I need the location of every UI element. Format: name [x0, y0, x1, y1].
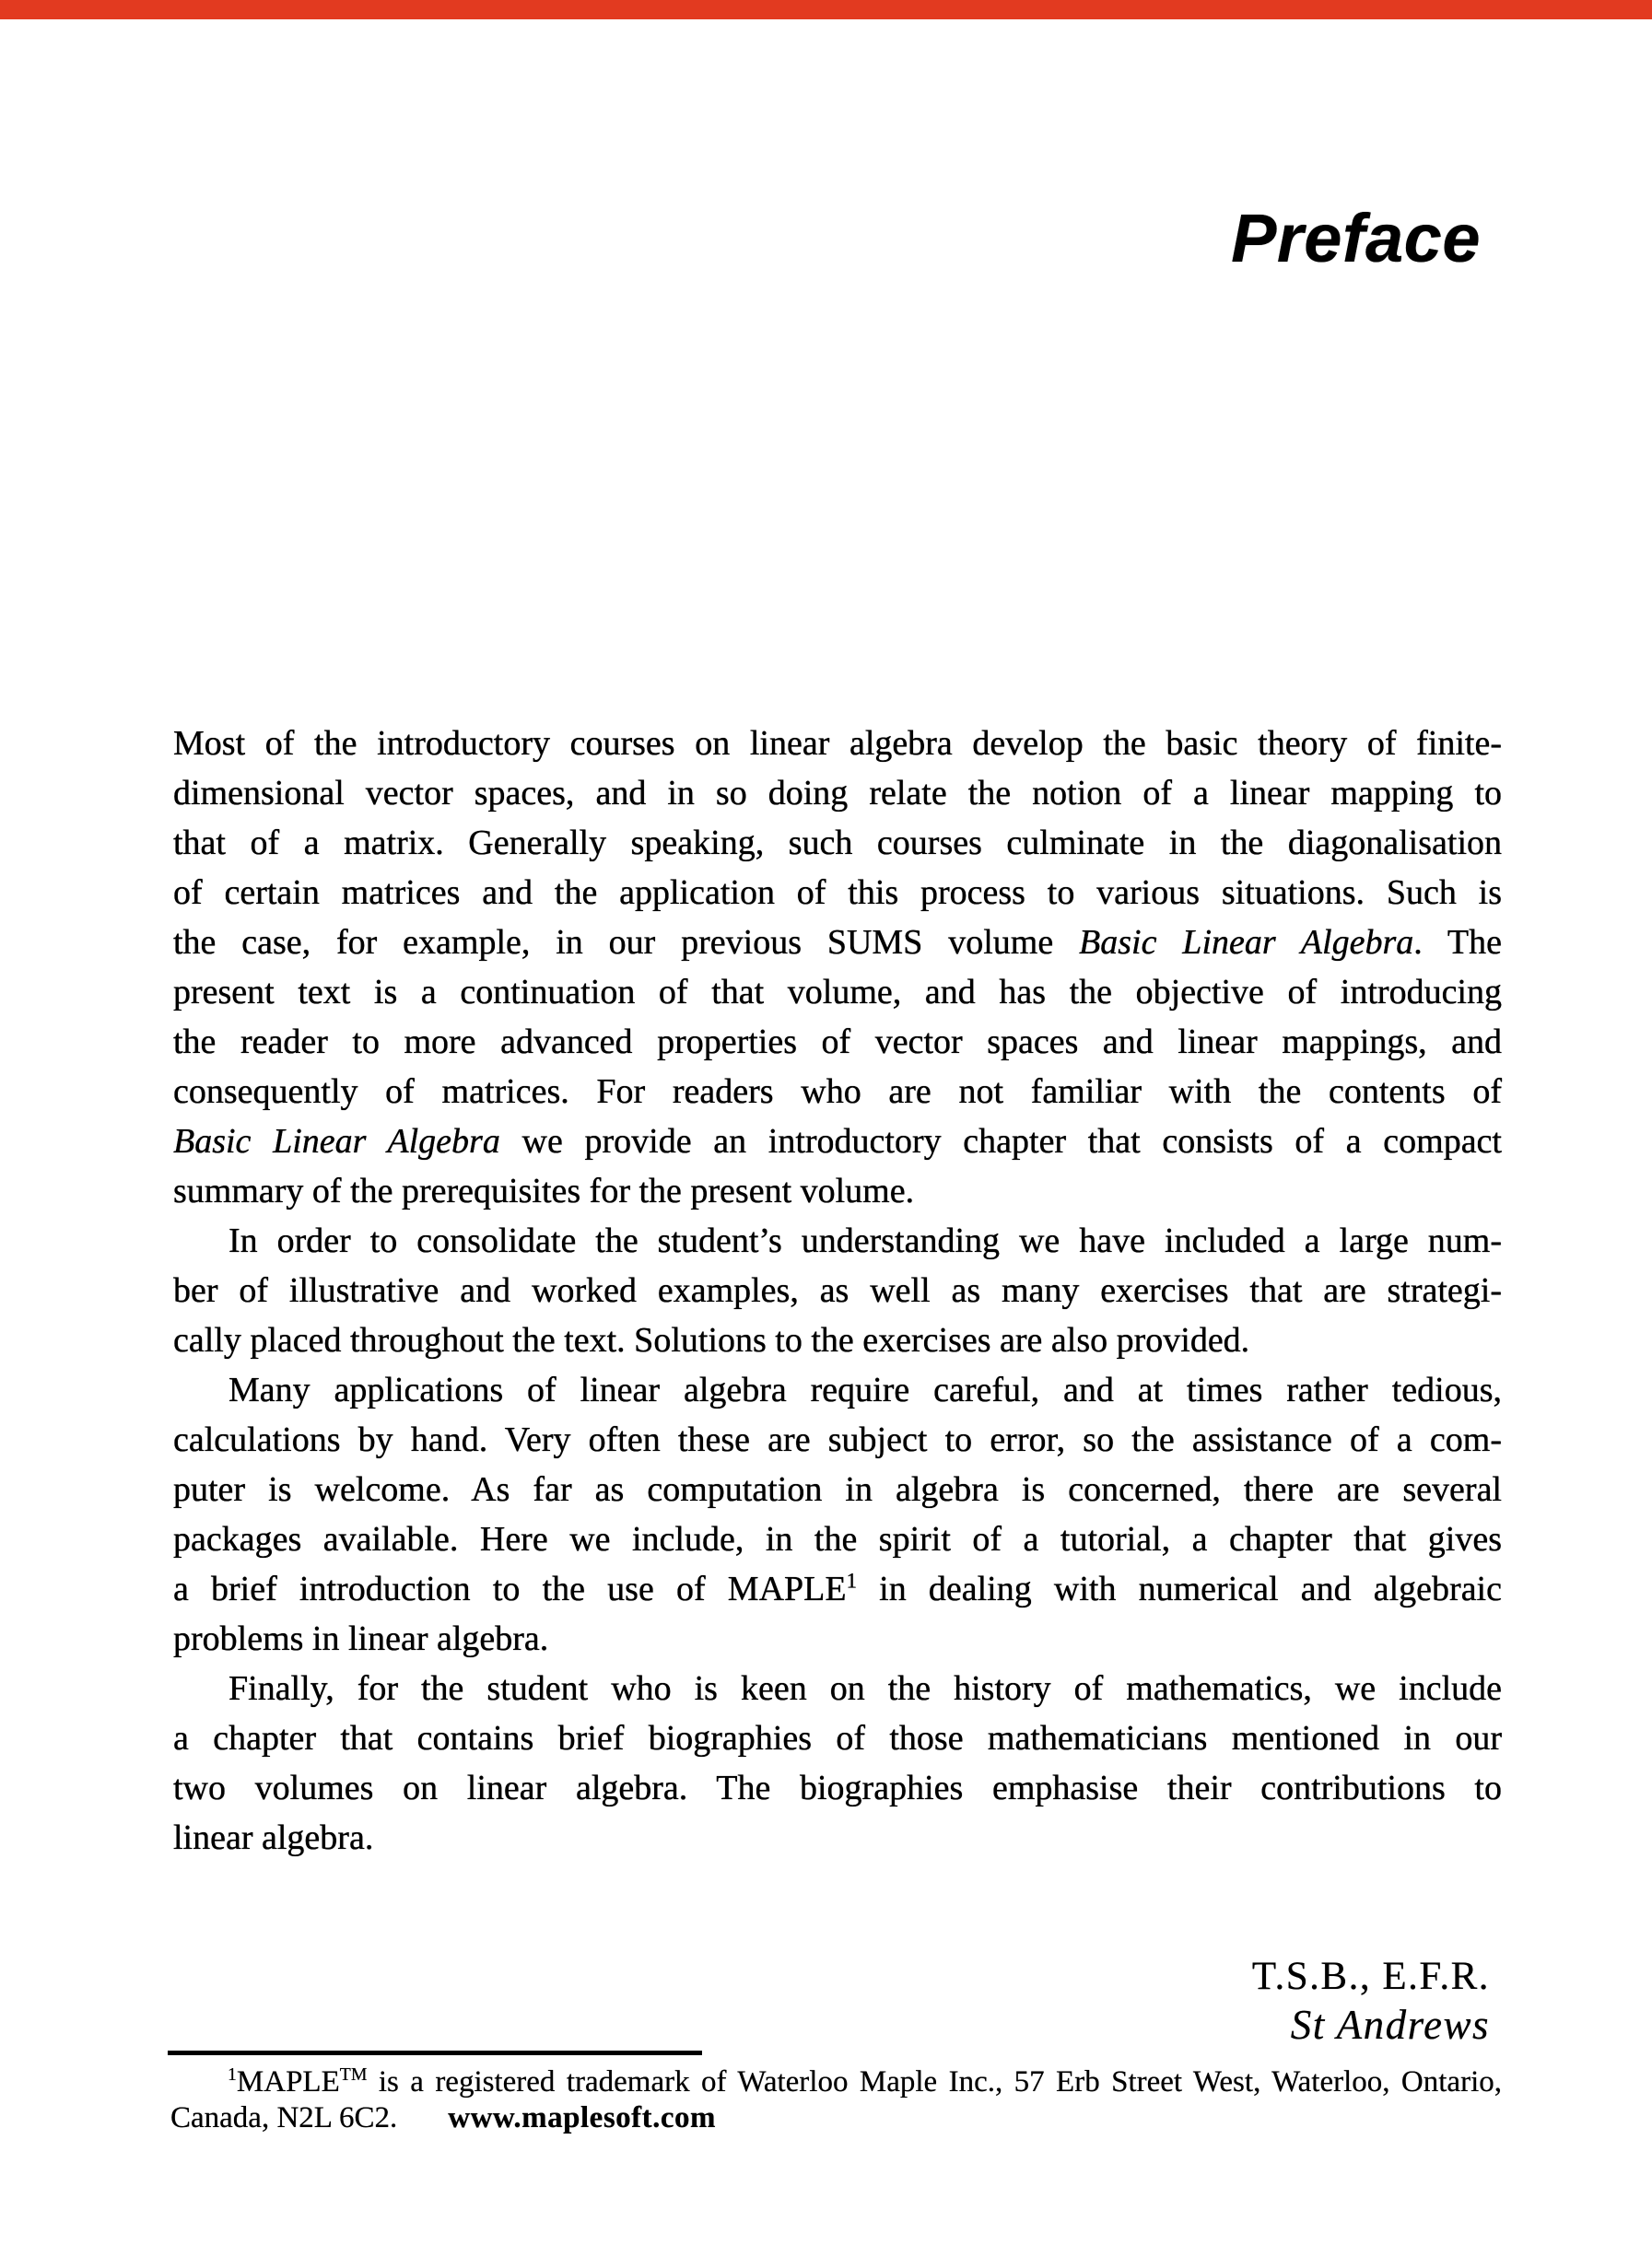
- text-segment: in dealing with numerical and algebraic: [857, 1570, 1502, 1608]
- text-segment: Most of the introductory courses on linear algebra develop the basic theory of finite-: [173, 724, 1502, 763]
- paragraph-4: [173, 1664, 1502, 1863]
- text-segment: present text is a continuation of that volume, and has the objective of introducing: [173, 973, 1502, 1011]
- text-line: [173, 1415, 1502, 1465]
- text-line: [173, 1514, 1502, 1564]
- text-line: [173, 918, 1502, 967]
- text-segment: ber of illustrative and worked examples, as well as many exercises that are strategi-: [173, 1271, 1502, 1310]
- signature-location: St Andrews: [1290, 2002, 1490, 2048]
- text-line: [173, 1614, 1502, 1664]
- text-segment: the reader to more advanced properties of vector spaces and linear mappings, and: [173, 1023, 1502, 1061]
- text-segment: is a registered trademark of Waterloo Maple Inc., 57 Erb Street West, Waterloo, Ontario,: [367, 2065, 1502, 2098]
- text-segment: packages available. Here we include, in the spirit of a tutorial, a chapter that gives: [173, 1520, 1502, 1559]
- text-segment: Basic Linear Algebra: [1079, 923, 1414, 962]
- text-segment: a chapter that contains brief biographies of those mathematicians mentioned in our: [173, 1719, 1502, 1758]
- footnote-url: www.maplesoft.com: [448, 2101, 717, 2134]
- text-line: [173, 1664, 1502, 1713]
- superscript: 1: [846, 1569, 857, 1593]
- text-line: [173, 1465, 1502, 1514]
- text-line: [173, 1763, 1502, 1813]
- text-segment: summary of the prerequisites for the present volume.: [173, 1172, 915, 1210]
- text-segment: In order to consolidate the student’s understanding we have included a large num-: [228, 1222, 1502, 1260]
- text-segment: [397, 2100, 448, 2136]
- text-line: [173, 768, 1502, 818]
- text-segment: Basic Linear Algebra: [173, 1122, 500, 1161]
- text-line: [170, 2064, 1502, 2100]
- text-line: [173, 1067, 1502, 1116]
- text-line: [173, 1266, 1502, 1315]
- text-segment: we provide an introductory chapter that consists of a compact: [499, 1122, 1502, 1161]
- text-line: [173, 1813, 1502, 1863]
- text-line: [173, 1365, 1502, 1415]
- text-segment: of certain matrices and the application of this process to various situations. Such is: [173, 873, 1502, 912]
- text-segment: consequently of matrices. For readers who are not familiar with the contents of: [173, 1072, 1502, 1111]
- text-segment: that of a matrix. Generally speaking, such courses culminate in the diagonalisation: [173, 824, 1502, 862]
- paragraph-1: [173, 719, 1502, 1216]
- text-line: [173, 868, 1502, 918]
- footnote: [170, 2064, 1502, 2136]
- text-segment: problems in linear algebra.: [173, 1619, 549, 1658]
- page-title: Preface: [1231, 200, 1481, 276]
- preface-body: [173, 719, 1502, 1863]
- text-segment: MAPLE: [236, 2065, 340, 2098]
- text-line: [173, 967, 1502, 1017]
- text-segment: the case, for example, in our previous SUMS volume: [173, 923, 1080, 962]
- text-segment: cally placed throughout the text. Solutions to the exercises are also provided.: [173, 1321, 1250, 1360]
- text-segment: calculations by hand. Very often these are subject to error, so the assistance of a com-: [173, 1420, 1502, 1459]
- text-segment: linear algebra.: [173, 1818, 374, 1857]
- text-line: [173, 1713, 1502, 1763]
- footnote-separator: [168, 2051, 702, 2055]
- text-segment: a brief introduction to the use of MAPLE: [173, 1570, 847, 1608]
- paragraph-2: [173, 1216, 1502, 1365]
- superscript: TM: [339, 2064, 368, 2085]
- text-line: [173, 719, 1502, 768]
- text-line: [173, 1315, 1502, 1365]
- text-line: [173, 1564, 1502, 1614]
- text-segment: . The: [1413, 923, 1502, 962]
- text-line: [173, 1166, 1502, 1216]
- text-segment: Many applications of linear algebra require careful, and at times rather tedious,: [228, 1371, 1502, 1409]
- signature-block: [1252, 1953, 1490, 2049]
- paragraph-3: [173, 1365, 1502, 1664]
- signature-initials: T.S.B., E.F.R.: [1251, 1955, 1490, 1998]
- text-segment: two volumes on linear algebra. The biographies emphasise their contributions to: [173, 1769, 1502, 1807]
- text-line: [173, 818, 1502, 868]
- superscript: 1: [228, 2064, 237, 2085]
- text-segment: puter is welcome. As far as computation in algebra is concerned, there are several: [173, 1470, 1502, 1509]
- text-segment: Canada, N2L 6C2.: [170, 2101, 398, 2134]
- text-line: [173, 1017, 1502, 1067]
- text-segment: Finally, for the student who is keen on the history of mathematics, we include: [228, 1669, 1502, 1708]
- text-line: [173, 1116, 1502, 1166]
- scan-edge-red-bar: [0, 0, 1652, 19]
- text-segment: dimensional vector spaces, and in so doing relate the notion of a linear mapping to: [173, 774, 1502, 813]
- text-line: [170, 2100, 1502, 2136]
- text-line: [173, 1216, 1502, 1266]
